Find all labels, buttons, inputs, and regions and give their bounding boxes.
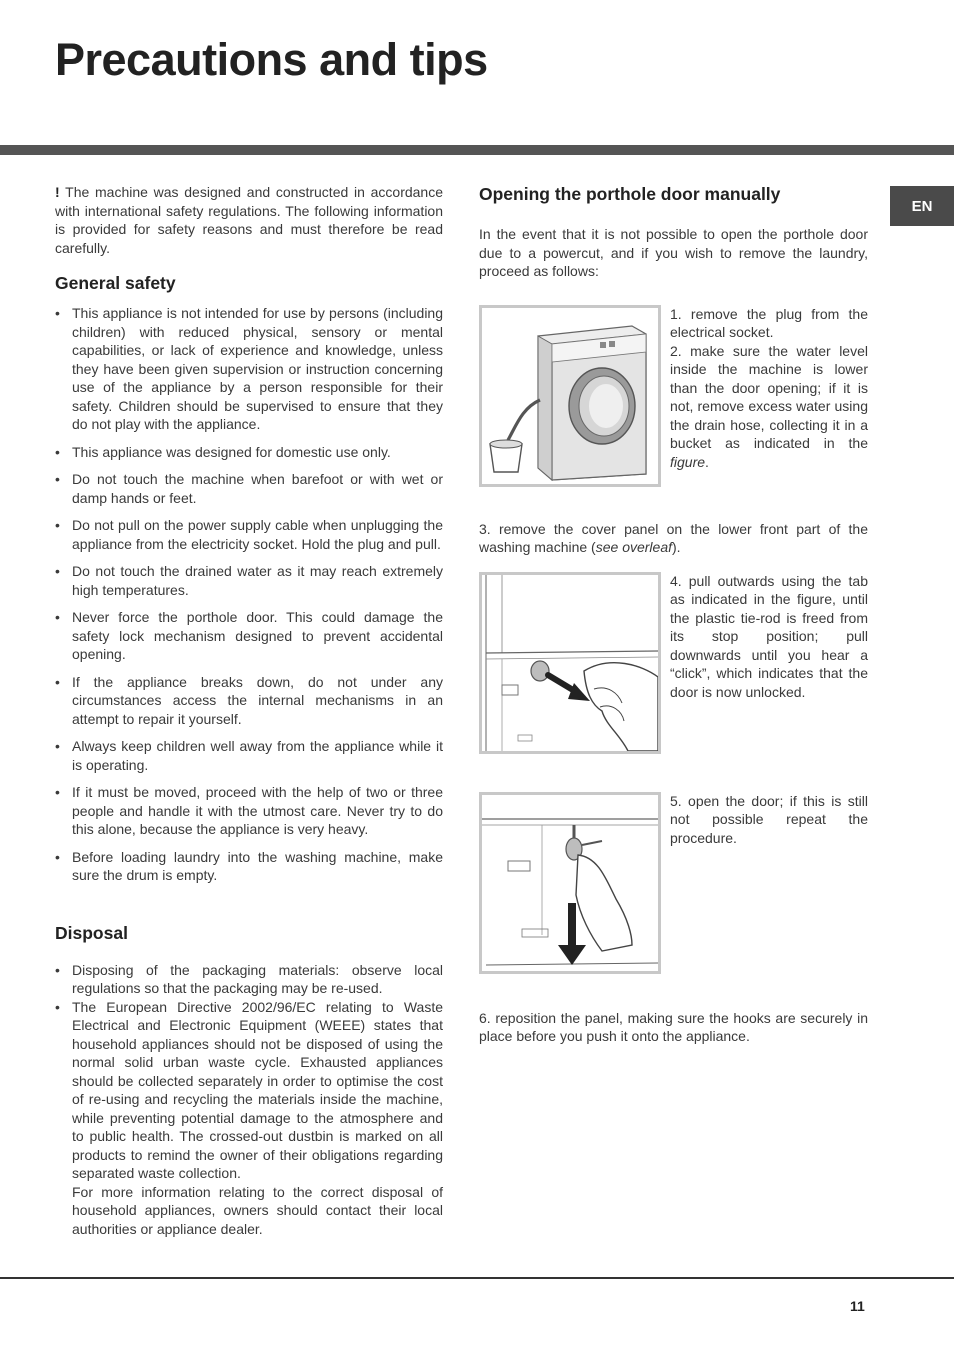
figure-drain: [479, 305, 661, 487]
step-1: 1. remove the plug from the electrical socket.: [670, 305, 868, 340]
step-5-row: [479, 792, 868, 974]
general-safety-heading: General safety: [55, 273, 176, 293]
step-4-text: [670, 572, 868, 702]
step-3-end: ).: [672, 539, 681, 555]
header-rule: [0, 145, 954, 155]
step-5: 5. open the door; if this is still not possible repeat the procedure.: [670, 792, 868, 846]
step-4: 4. pull outwards using the tab as indicated in the figure, until the plastic tie-rod is freed from its stop position; pull downwards until you hear a “click”, which indicates that the door is now unlocked.: [670, 572, 868, 700]
steps-1-2-text: [670, 305, 868, 472]
language-tab: EN: [890, 186, 954, 226]
pull-tab-illustration: [482, 575, 658, 751]
opening-intro: In the event that it is not possible to open the porthole door due to a powercut, and if you wish to remove the laundry, proceed as follows:: [479, 226, 868, 279]
disposal-weee-text: The European Directive 2002/96/EC relating to Waste Electrical and Electronic Equipment (WEEE) states that household appliances should not be disposed of using the normal solid urban waste cycle. Exhausted appliances should be collected separately in order to optimise the cost of re-using and recycling the materials inside the machine, while preventing potential damage to the atmosphere and to public health. The crossed-out dustbin is marked on all products to remind the owner of their obligations regarding separated waste collection.: [72, 998, 443, 1181]
list-item: • Always keep children well away from the appliance while it is operating.: [55, 737, 443, 774]
figure-pull-tab: [479, 572, 661, 754]
list-item: • If it must be moved, proceed with the help of two or three people and handle it with the utmost care. Never try to do this alone, because the appliance is very heavy.: [55, 783, 443, 839]
pull-down-illustration: [482, 795, 658, 971]
warning-mark: !: [55, 184, 60, 200]
list-item: • Before loading laundry into the washing machine, make sure the drum is empty.: [55, 848, 443, 885]
step-2-figure-ref: figure: [670, 453, 706, 470]
disposal-more-info: For more information relating to the correct disposal of household appliances, owners should contact their local authorities or appliance dealer.: [72, 1183, 443, 1237]
page-number: 11: [850, 1298, 865, 1314]
step-6: 6. reposition the panel, making sure the hooks are securely in place before you push it onto the appliance.: [479, 1009, 868, 1044]
opening-door-heading: Opening the porthole door manually: [479, 184, 781, 204]
step-4-row: [479, 572, 868, 754]
step-5-text: [670, 792, 868, 848]
footer-rule: [0, 1277, 954, 1279]
list-item: • If the appliance breaks down, do not under any circumstances access the internal mechanisms in an attempt to repair it yourself.: [55, 673, 443, 729]
step-2: [670, 342, 868, 472]
left-column: [55, 183, 443, 1238]
list-item: [55, 998, 443, 1239]
washing-machine-illustration: [482, 308, 658, 484]
intro-text: The machine was designed and constructed in accordance with international safety regulations. The following information is provided for safety reasons and must therefore be read carefully.: [55, 184, 443, 256]
figure-pull-down: [479, 792, 661, 974]
step-2-end: .: [705, 453, 709, 470]
right-column: [479, 183, 868, 1046]
list-item: • Never force the porthole door. This could damage the safety lock mechanism designed to prevent accidental opening.: [55, 608, 443, 664]
step-2-text: 2. make sure the water level inside the machine is lower than the door opening; if it is not, remove excess water using the drain hose, collecting it in a bucket as indicated in the: [670, 342, 868, 451]
list-item: • Do not touch the drained water as it may reach extremely high temperatures.: [55, 562, 443, 599]
page-title: Precautions and tips: [55, 34, 488, 85]
step-3-overleaf-ref: see overleaf: [595, 539, 673, 555]
step-1-2-row: [479, 305, 868, 487]
disposal-list: [55, 961, 443, 1239]
list-item: • Do not touch the machine when barefoot or with wet or damp hands or feet.: [55, 470, 443, 507]
intro-paragraph: [55, 183, 443, 257]
disposal-heading: Disposal: [55, 922, 128, 943]
step-3: [479, 520, 868, 557]
list-item: • Do not pull on the power supply cable when unplugging the appliance from the electricity socket. Hold the plug and pull.: [55, 516, 443, 553]
step-3-text: 3. remove the cover panel on the lower front part of the washing machine (: [479, 520, 868, 555]
general-safety-list: [55, 304, 443, 885]
list-item: • This appliance is not intended for use by persons (including children) with reduced physical, sensory or mental capabilities, or lack of experience and knowledge, unless they have been given supervision or instruction concerning use of the appliance by a person responsible for their safety. Children should be supervised to ensure that they do not play with the appliance.: [55, 304, 443, 434]
list-item: • Disposing of the packaging materials: observe local regulations so that the packaging may be re-used.: [55, 961, 443, 998]
list-item: • This appliance was designed for domestic use only.: [55, 443, 443, 462]
